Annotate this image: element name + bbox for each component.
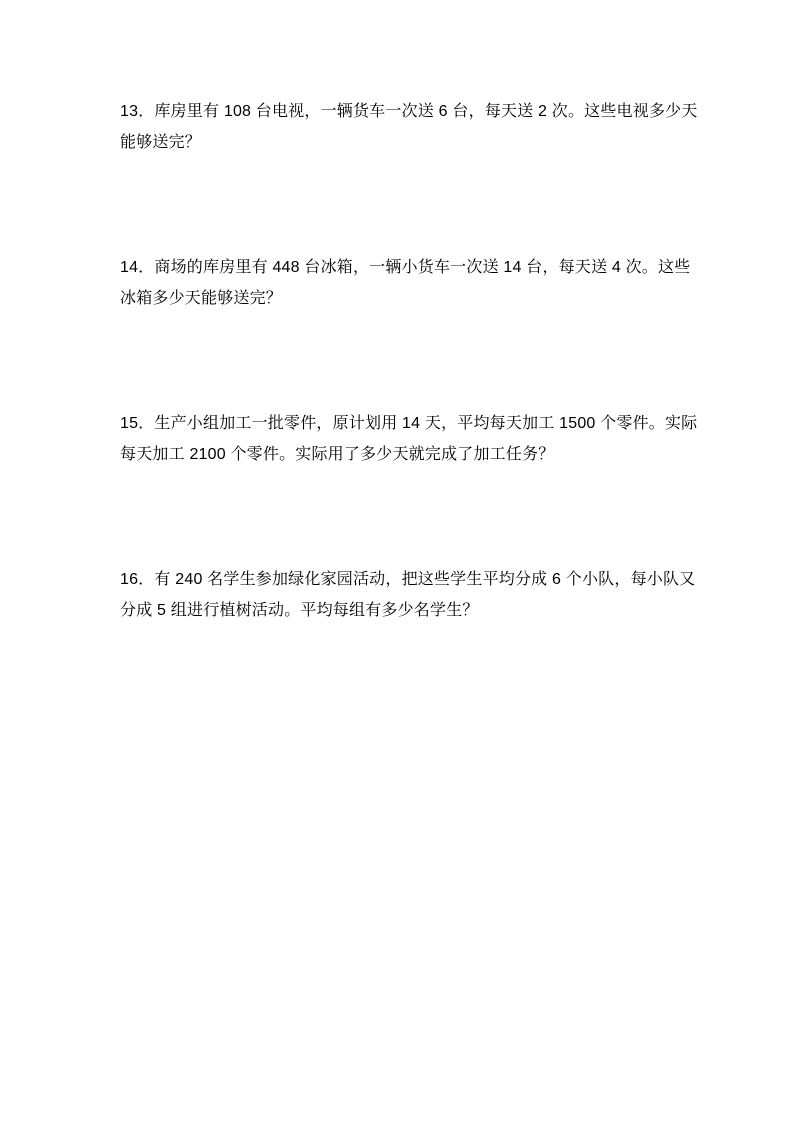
question-13: [120, 96, 698, 252]
question-13-line-1: 13．库房里有 108 台电视，一辆货车一次送 6 台，每天送 2 次。这些电视多少天: [120, 103, 698, 120]
question-16-line-2: 分成 5 组进行植树活动。平均每组有多少名学生？: [120, 602, 479, 619]
question-14: [120, 252, 693, 408]
question-14-line-1: 14．商场的库房里有 448 台冰箱，一辆小货车一次送 14 台，每天送 4 次。这些: [120, 259, 691, 276]
question-15-line-1: 15．生产小组加工一批零件，原计划用 14 天，平均每天加工 1500 个零件。实际: [120, 415, 698, 432]
question-13-line-2: 能够送完？: [120, 134, 202, 151]
question-16: [120, 564, 696, 720]
question-16-line-1: 16．有 240 名学生参加绿化家园活动，把这些学生平均分成 6 个小队，每小队又: [120, 571, 696, 588]
question-14-line-2: 冰箱多少天能够送完？: [120, 290, 283, 307]
question-15: [120, 408, 698, 564]
question-15-line-2: 每天加工 2100 个零件。实际用了多少天就完成了加工任务？: [120, 446, 555, 463]
